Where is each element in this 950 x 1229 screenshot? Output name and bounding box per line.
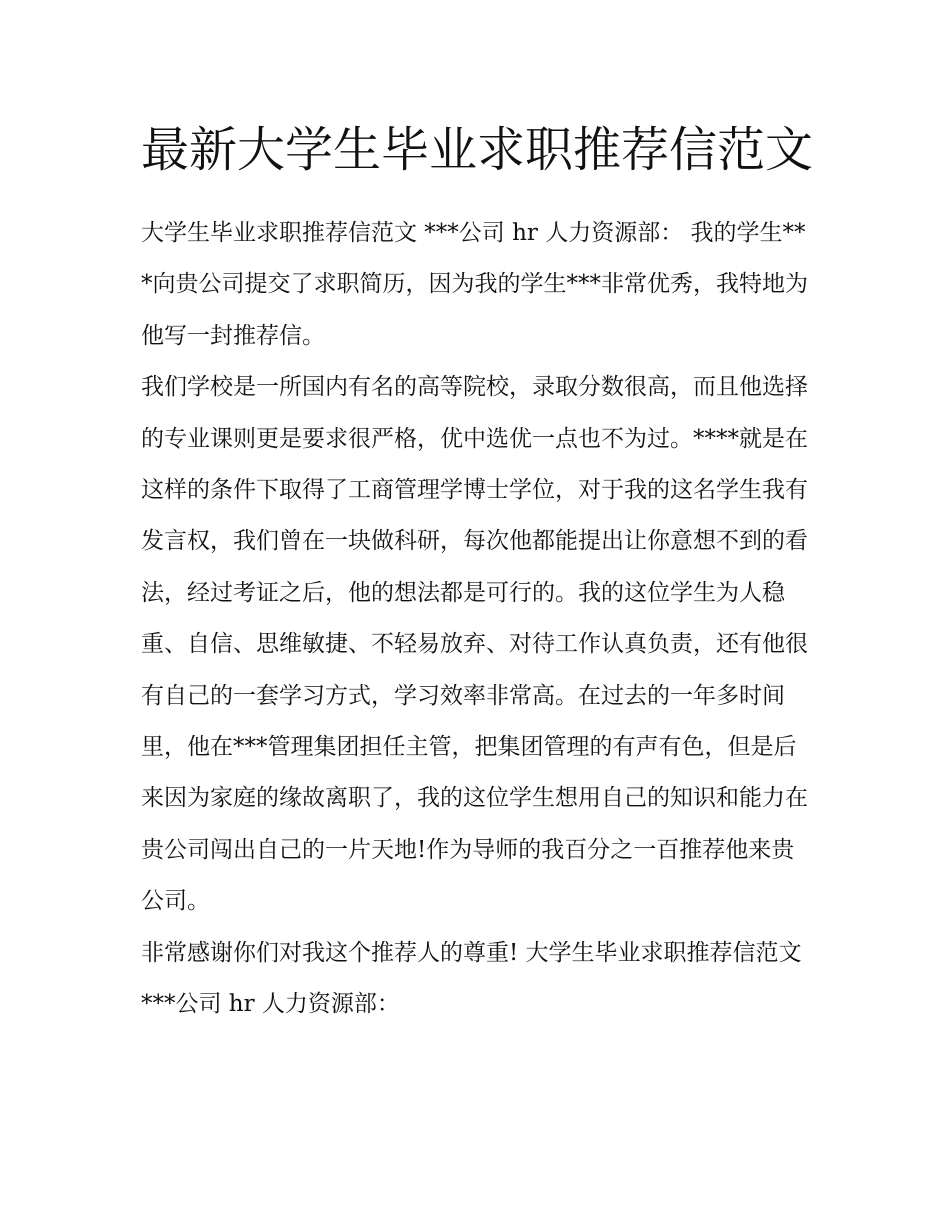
- document-title: 最新大学生毕业求职推荐信范文: [141, 122, 814, 178]
- paragraph-intro: 大学生毕业求职推荐信范文 ***公司 hr 人力资源部： 我的学生***向贵公司提交了求职简历，因为我的学生***非常优秀，我特地为他写一封推荐信。: [141, 220, 808, 349]
- document-content: [141, 112, 813, 1031]
- paragraph-recommendation: 我们学校是一所国内有名的高等院校，录取分数很高，而且他选择的专业课则更是要求很严格，优中选优一点也不为过。****就是在这样的条件下取得了工商管理学博士学位，对于我的这名学生我有发言权，我们曾在一块做科研，每次他都能提出让你意想不到的看法，经过考证之后，他的想法都是可行的。我的这位学生为人稳重、自信、思维敏捷、不轻易放弃、对待工作认真负责，还有他很有自己的一套学习方式，学习效率非常高。在过去的一年多时间里，他在***管理集团担任主管，把集团管理的有声有色，但是后来因为家庭的缘故离职了，我的这位学生想用自己的知识和能力在贵公司闯出自己的一片天地!作为导师的我百分之一百推荐他来贵公司。: [141, 374, 808, 915]
- paragraph-closing: 非常感谢你们对我这个推荐人的尊重! 大学生毕业求职推荐信范文 ***公司 hr 人力资源部：: [141, 939, 802, 1018]
- document-body: [141, 208, 813, 1031]
